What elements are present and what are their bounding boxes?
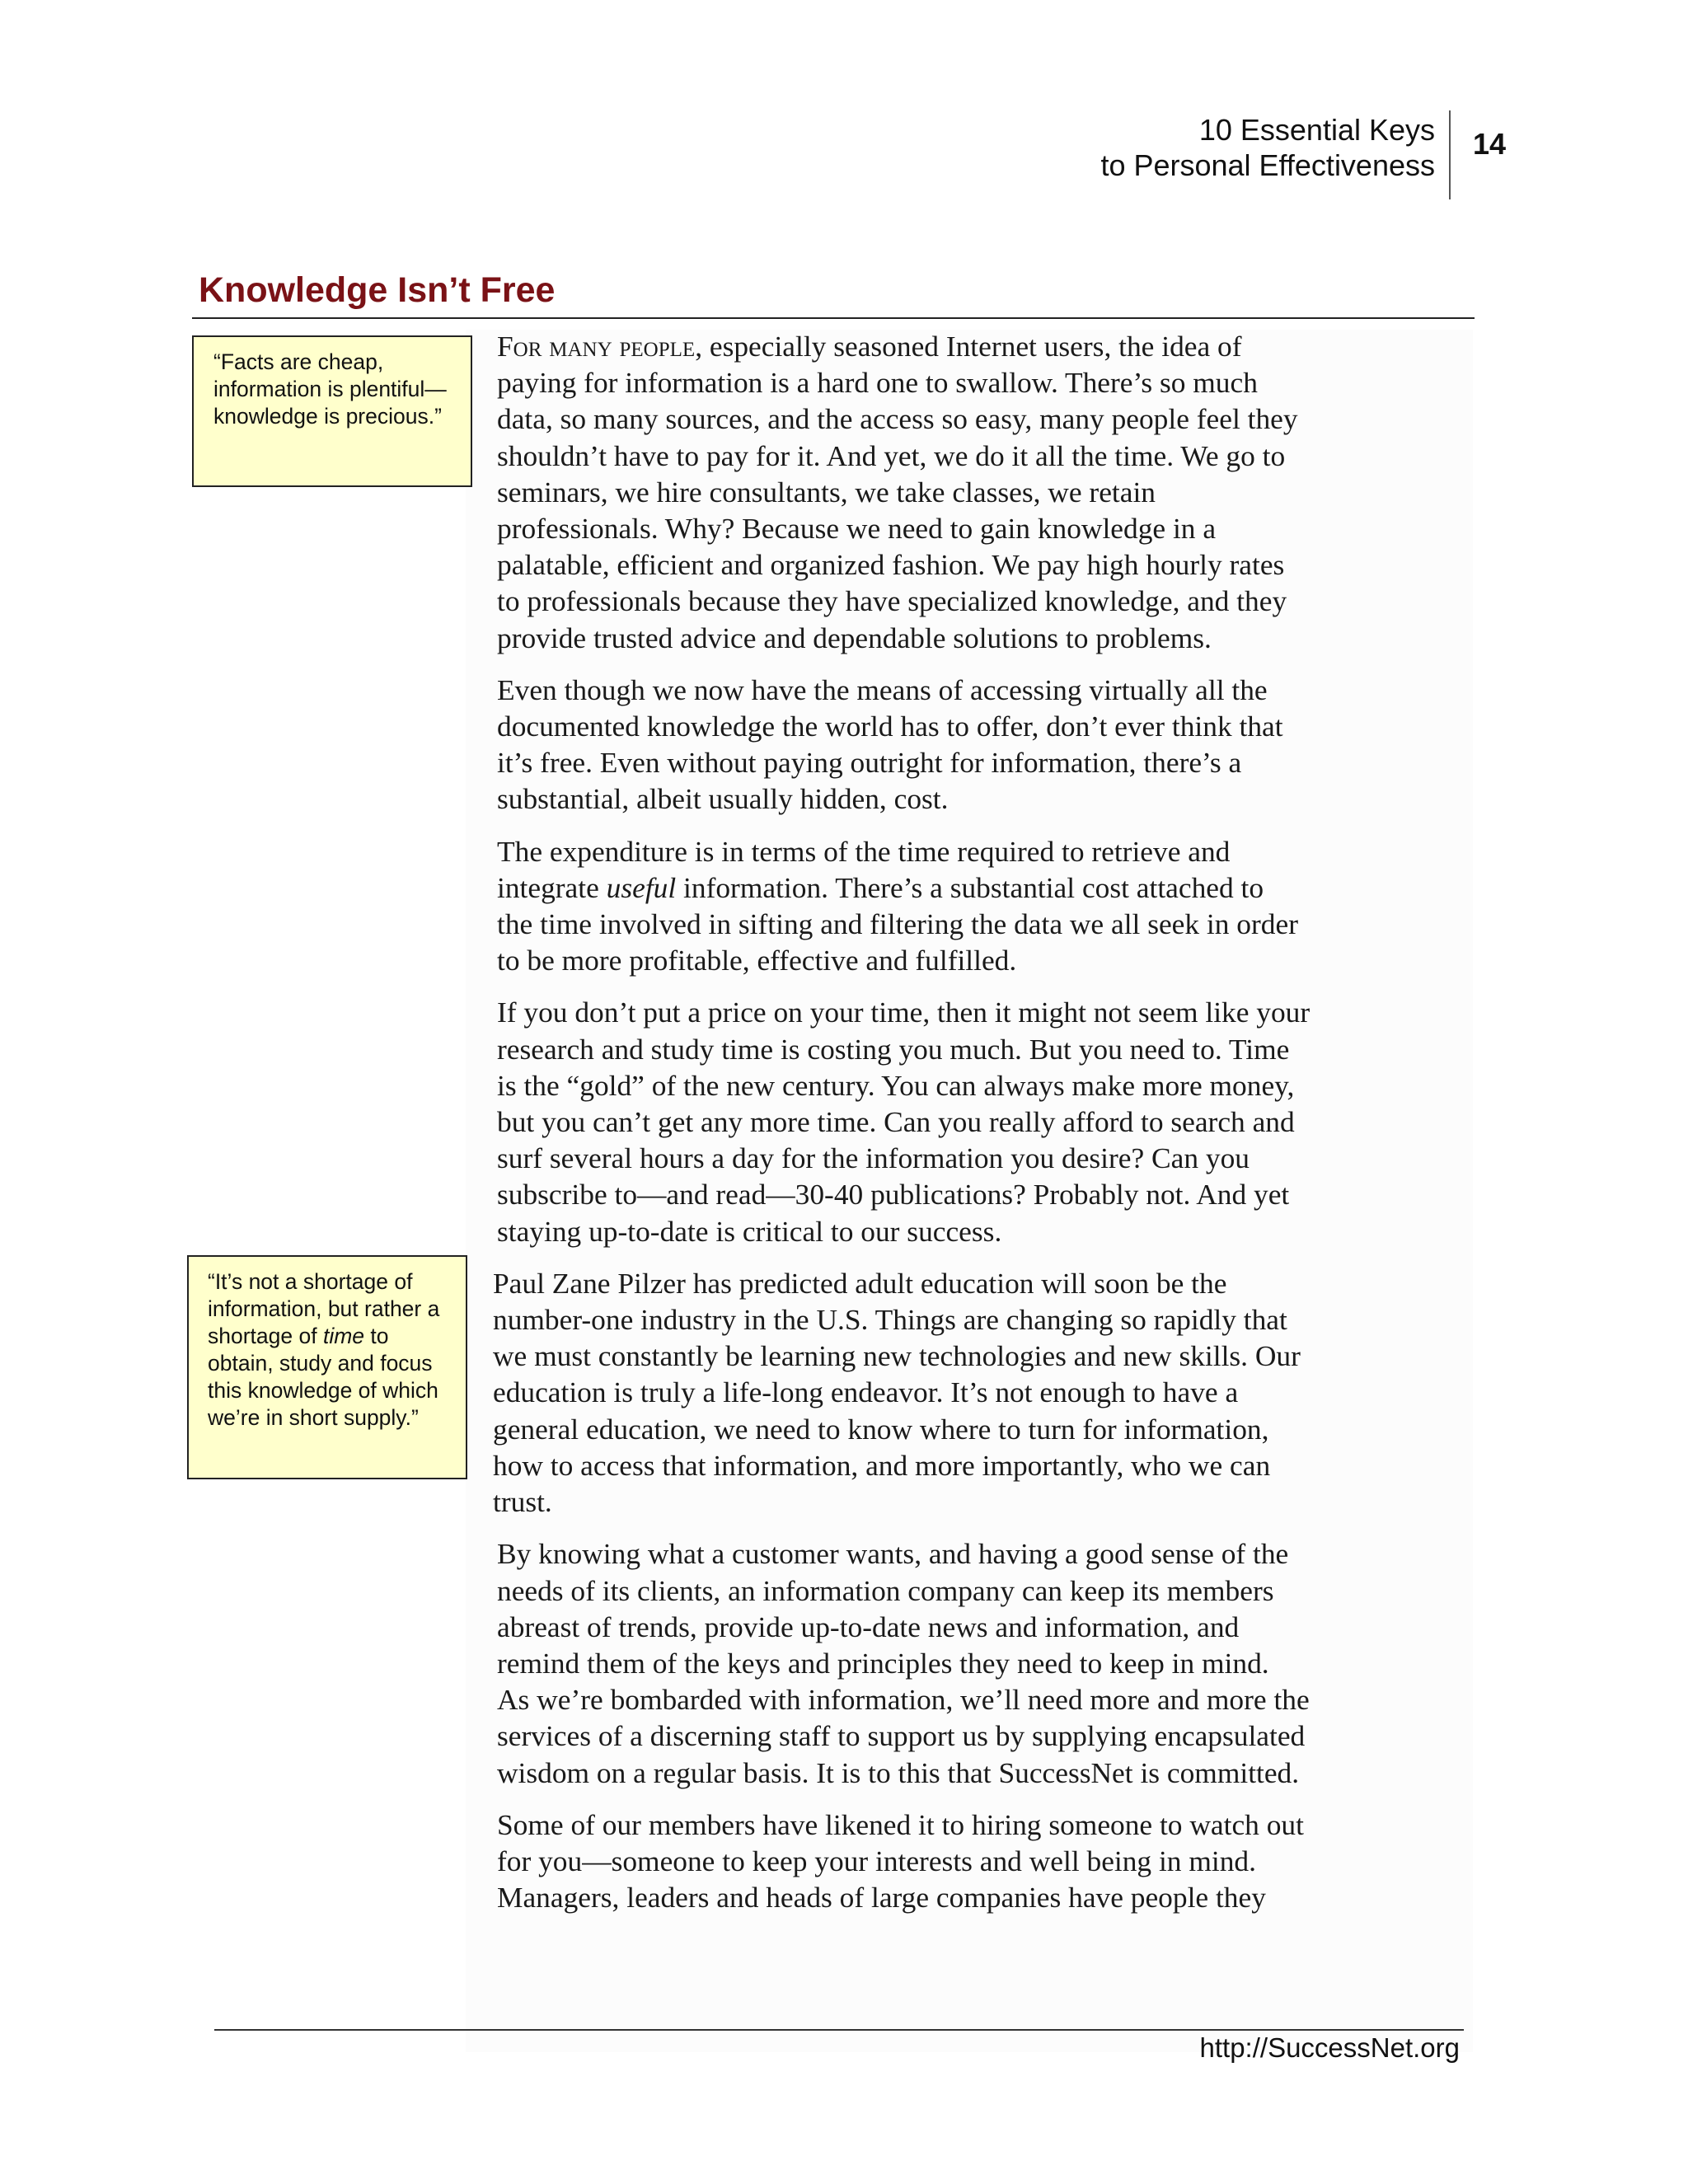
- footer-rule: [214, 2029, 1464, 2031]
- text-line: seminars, we hire consultants, we take classes, we retain: [497, 475, 1156, 509]
- text-line: [497, 328, 1486, 364]
- running-title-line-1: 10 Essential Keys: [1198, 113, 1435, 147]
- section-title: Knowledge Isn’t Free: [199, 270, 556, 310]
- text-line: the time involved in sifting and filtering the data we all seek in order: [497, 907, 1298, 941]
- text-line: If you don’t put a price on your time, then it might not seem like your: [497, 996, 1311, 1029]
- text-line: remind them of the keys and principles they need to keep in mind.: [497, 1646, 1269, 1680]
- paragraph-6: [497, 1535, 1486, 1790]
- text-line: but you can’t get any more time. Can you really afford to search and: [497, 1105, 1295, 1139]
- text-line: [497, 869, 1486, 906]
- text-line: palatable, efficient and organized fashion. We pay high hourly rates: [497, 548, 1285, 582]
- text-segment: information. There’s a substantial cost attached to: [676, 870, 1264, 904]
- text-line: is the “gold” of the new century. You can always make more money,: [497, 1068, 1295, 1102]
- text-line: how to access that information, and more importantly, who we can: [493, 1448, 1271, 1482]
- text-line: we must constantly be learning new technologies and new skills. Our: [493, 1339, 1301, 1373]
- text-line: Managers, leaders and heads of large companies have people they: [497, 1881, 1266, 1915]
- text-line: research and study time is costing you much. But you need to. Time: [497, 1032, 1290, 1066]
- text-line: staying up-to-date is critical to our success.: [497, 1214, 1002, 1248]
- pull-quote-text: “Facts are cheap, information is plentiful—knowledge is precious.”: [213, 349, 447, 429]
- text-line: substantial, albeit usually hidden, cost.: [497, 782, 949, 816]
- text-line: trust.: [493, 1485, 552, 1519]
- text-line: documented knowledge the world has to offer, don’t ever think that: [497, 710, 1283, 743]
- running-header: [1100, 112, 1435, 183]
- text-line: for you—someone to keep your interests and well being in mind.: [497, 1844, 1256, 1877]
- paragraph-2: [497, 672, 1486, 818]
- pull-quote-text: [208, 1268, 454, 1432]
- pull-quote-emphasis: time: [322, 1324, 365, 1348]
- pull-quote-2: [187, 1255, 467, 1479]
- text-line: Even though we now have the means of accessing virtually all the: [497, 673, 1268, 706]
- text-line: professionals. Why? Because we need to gain knowledge in a: [497, 512, 1217, 546]
- text-line: provide trusted advice and dependable solutions to problems.: [497, 621, 1212, 654]
- text-line: subscribe to—and read—30-40 publications? Probably not. And yet: [497, 1178, 1290, 1212]
- text-line: needs of its clients, an information company can keep its members: [497, 1573, 1274, 1607]
- pull-quote-text-start: “It’s not a shortage of information, but rather a shortage of: [208, 1269, 440, 1348]
- section-title-rule: [192, 317, 1475, 319]
- lead-in-smallcaps: For many people: [497, 330, 696, 363]
- footer-url-link[interactable]: http://SuccessNet.org: [1199, 2032, 1460, 2063]
- text-line: surf several hours a day for the information you desire? Can you: [497, 1141, 1250, 1175]
- text-line: education is truly a life-long endeavor. It’s not enough to have a: [493, 1376, 1239, 1409]
- text-line: paying for information is a hard one to swallow. There’s so much: [497, 366, 1258, 400]
- text-line: wisdom on a regular basis. It is to this that SuccessNet is committed.: [497, 1755, 1300, 1789]
- text-line: By knowing what a customer wants, and having a good sense of the: [497, 1537, 1289, 1571]
- text-line: Paul Zane Pilzer has predicted adult education will soon be the: [493, 1266, 1227, 1300]
- pull-quote-text-end: to obtain, study and focus this knowledge of which we’re in short supply.”: [208, 1324, 438, 1430]
- text-line: to professionals because they have specialized knowledge, and they: [497, 584, 1287, 618]
- paragraph-1: [497, 328, 1486, 656]
- emphasized-word: useful: [606, 870, 677, 904]
- text-line: The expenditure is in terms of the time required to retrieve and: [497, 834, 1231, 868]
- text-line: data, so many sources, and the access so easy, many people feel they: [497, 402, 1298, 436]
- text-line: As we’re bombarded with information, we’ll need more and more the: [497, 1683, 1310, 1717]
- header-divider: [1449, 110, 1451, 199]
- running-title-line-2: to Personal Effectiveness: [1100, 148, 1435, 182]
- text-segment: integrate: [497, 870, 607, 904]
- paragraph-7: [497, 1807, 1486, 1916]
- pull-quote-1: [192, 335, 472, 487]
- text-line: to be more profitable, effective and fulfilled.: [497, 944, 1017, 977]
- text-line: number-one industry in the U.S. Things are changing so rapidly that: [493, 1303, 1287, 1337]
- text-line: shouldn’t have to pay for it. And yet, we do it all the time. We go to: [497, 438, 1286, 472]
- paragraph-4: [497, 994, 1486, 1249]
- text-line: Some of our members have likened it to hiring someone to watch out: [497, 1807, 1304, 1841]
- text-line: abreast of trends, provide up-to-date news and information, and: [497, 1610, 1240, 1643]
- text-line: it’s free. Even without paying outright for information, there’s a: [497, 746, 1242, 780]
- text-line: general education, we need to know where to turn for information,: [493, 1412, 1269, 1446]
- text-line: services of a discerning staff to support us by supplying encapsulated: [497, 1719, 1306, 1753]
- article-body: [493, 328, 1486, 1931]
- paragraph-3: [497, 833, 1486, 979]
- page-number: 14: [1473, 127, 1507, 161]
- lead-in-continuation: , especially seasoned Internet users, the idea of: [695, 330, 1242, 363]
- paragraph-5: [493, 1265, 1486, 1520]
